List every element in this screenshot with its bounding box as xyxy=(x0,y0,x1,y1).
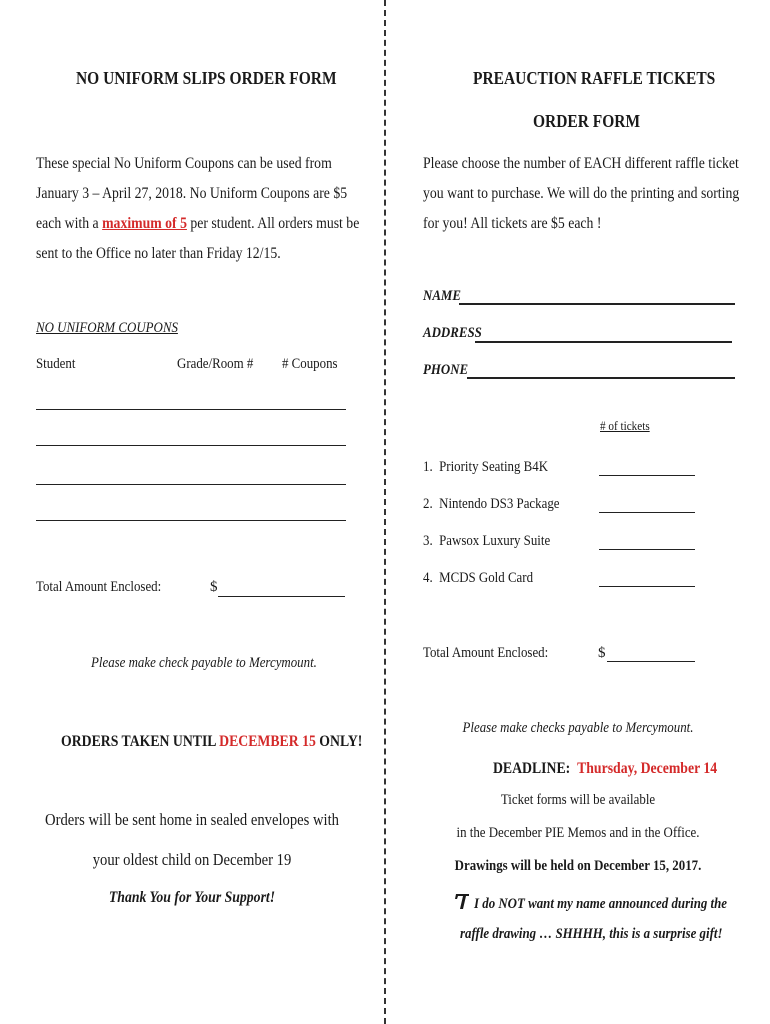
right-title-line2: ORDER FORM xyxy=(533,111,641,131)
forms-available-line2: in the December PIE Memos and in the Office. xyxy=(456,825,700,841)
forms-available-line1: Ticket forms will be available xyxy=(500,792,656,808)
name-field[interactable] xyxy=(459,303,735,305)
deadline-value: Thursday, December 14 xyxy=(577,760,718,777)
phone-label: PHONE xyxy=(423,362,469,378)
optout-line2: raffle drawing … SHHHH, this is a surprise gift! xyxy=(460,926,723,942)
left-intro-line1: These special No Uniform Coupons can be used from xyxy=(36,155,332,172)
checkbox-glyph xyxy=(454,891,471,911)
col-grade-room: Grade/Room # xyxy=(177,356,254,372)
sent-home-line2: your oldest child on December 19 xyxy=(92,850,292,869)
address-label: ADDRESS xyxy=(423,325,482,341)
cut-line xyxy=(384,0,386,1024)
ticket-qty-4[interactable] xyxy=(599,586,695,587)
checkbox-icon[interactable] xyxy=(454,891,471,911)
ticket-item-3-num: 3. xyxy=(423,533,433,549)
orders-deadline-date: DECEMBER 15 xyxy=(219,733,316,750)
left-intro-line3-post: per student. All orders must be xyxy=(186,215,360,232)
left-total-currency: $ xyxy=(210,579,218,595)
ticket-item-2-num: 2. xyxy=(423,496,433,512)
deadline-line xyxy=(493,760,717,778)
right-total-currency: $ xyxy=(598,645,606,661)
ticket-item-4-label: MCDS Gold Card xyxy=(439,570,534,586)
left-intro-line3-pre: each with a xyxy=(36,215,103,232)
ticket-qty-1[interactable] xyxy=(599,475,695,476)
maximum-highlight: maximum of 5 xyxy=(102,215,187,232)
ticket-qty-2[interactable] xyxy=(599,512,695,513)
right-total-field[interactable] xyxy=(607,661,695,662)
ticket-item-1-label: Priority Seating B4K xyxy=(439,459,549,475)
tickets-column-header: # of tickets xyxy=(600,418,650,433)
sent-home-line1: Orders will be sent home in sealed envelopes with xyxy=(45,810,339,829)
ticket-item-2 xyxy=(423,496,560,513)
left-total-field[interactable] xyxy=(218,596,345,597)
coupons-section-label: NO UNIFORM COUPONS xyxy=(36,320,178,336)
left-intro-line2: January 3 – April 27, 2018. No Uniform Coupons are $5 xyxy=(36,185,348,202)
phone-field[interactable] xyxy=(467,377,735,379)
ticket-item-3 xyxy=(423,533,550,550)
ticket-item-4-num: 4. xyxy=(423,570,433,586)
drawings-date: Drawings will be held on December 15, 2017. xyxy=(454,858,702,874)
left-title: NO UNIFORM SLIPS ORDER FORM xyxy=(76,68,337,88)
student-entry-line-3[interactable] xyxy=(36,484,346,485)
student-entry-line-2[interactable] xyxy=(36,445,346,446)
ticket-item-4 xyxy=(423,570,533,587)
left-total-label: Total Amount Enclosed: xyxy=(36,579,162,595)
right-payable-note: Please make checks payable to Mercymount. xyxy=(462,720,694,736)
right-intro-line2: you want to purchase. We will do the printing and sorting xyxy=(423,185,740,202)
orders-deadline-pre: ORDERS TAKEN UNTIL xyxy=(61,733,220,750)
ticket-item-2-label: Nintendo DS3 Package xyxy=(439,496,560,512)
col-coupons: # Coupons xyxy=(282,356,338,372)
student-entry-line-1[interactable] xyxy=(36,409,346,410)
ticket-qty-3[interactable] xyxy=(599,549,695,550)
right-title-line1: PREAUCTION RAFFLE TICKETS xyxy=(473,68,716,88)
optout-line1: I do NOT want my name announced during the xyxy=(474,896,728,912)
deadline-label: DEADLINE: xyxy=(493,760,571,777)
ticket-item-1-num: 1. xyxy=(423,459,433,475)
ticket-item-3-label: Pawsox Luxury Suite xyxy=(439,533,551,549)
right-intro-line3: for you! All tickets are $5 each ! xyxy=(423,215,602,232)
col-student: Student xyxy=(36,356,76,372)
student-entry-line-4[interactable] xyxy=(36,520,346,521)
address-field[interactable] xyxy=(475,341,732,343)
left-intro-line4: sent to the Office no later than Friday 12/15. xyxy=(36,245,281,262)
right-total-label: Total Amount Enclosed: xyxy=(423,645,549,661)
thank-you-note: Thank You for Your Support! xyxy=(108,889,276,906)
left-payable-note: Please make check payable to Mercymount. xyxy=(91,655,317,671)
left-intro-line3 xyxy=(36,209,359,239)
orders-deadline-post: ONLY! xyxy=(315,733,363,750)
orders-deadline xyxy=(61,733,362,751)
ticket-item-1 xyxy=(423,459,548,476)
name-label: NAME xyxy=(423,288,462,304)
right-intro-line1: Please choose the number of EACH different raffle ticket xyxy=(423,155,739,172)
